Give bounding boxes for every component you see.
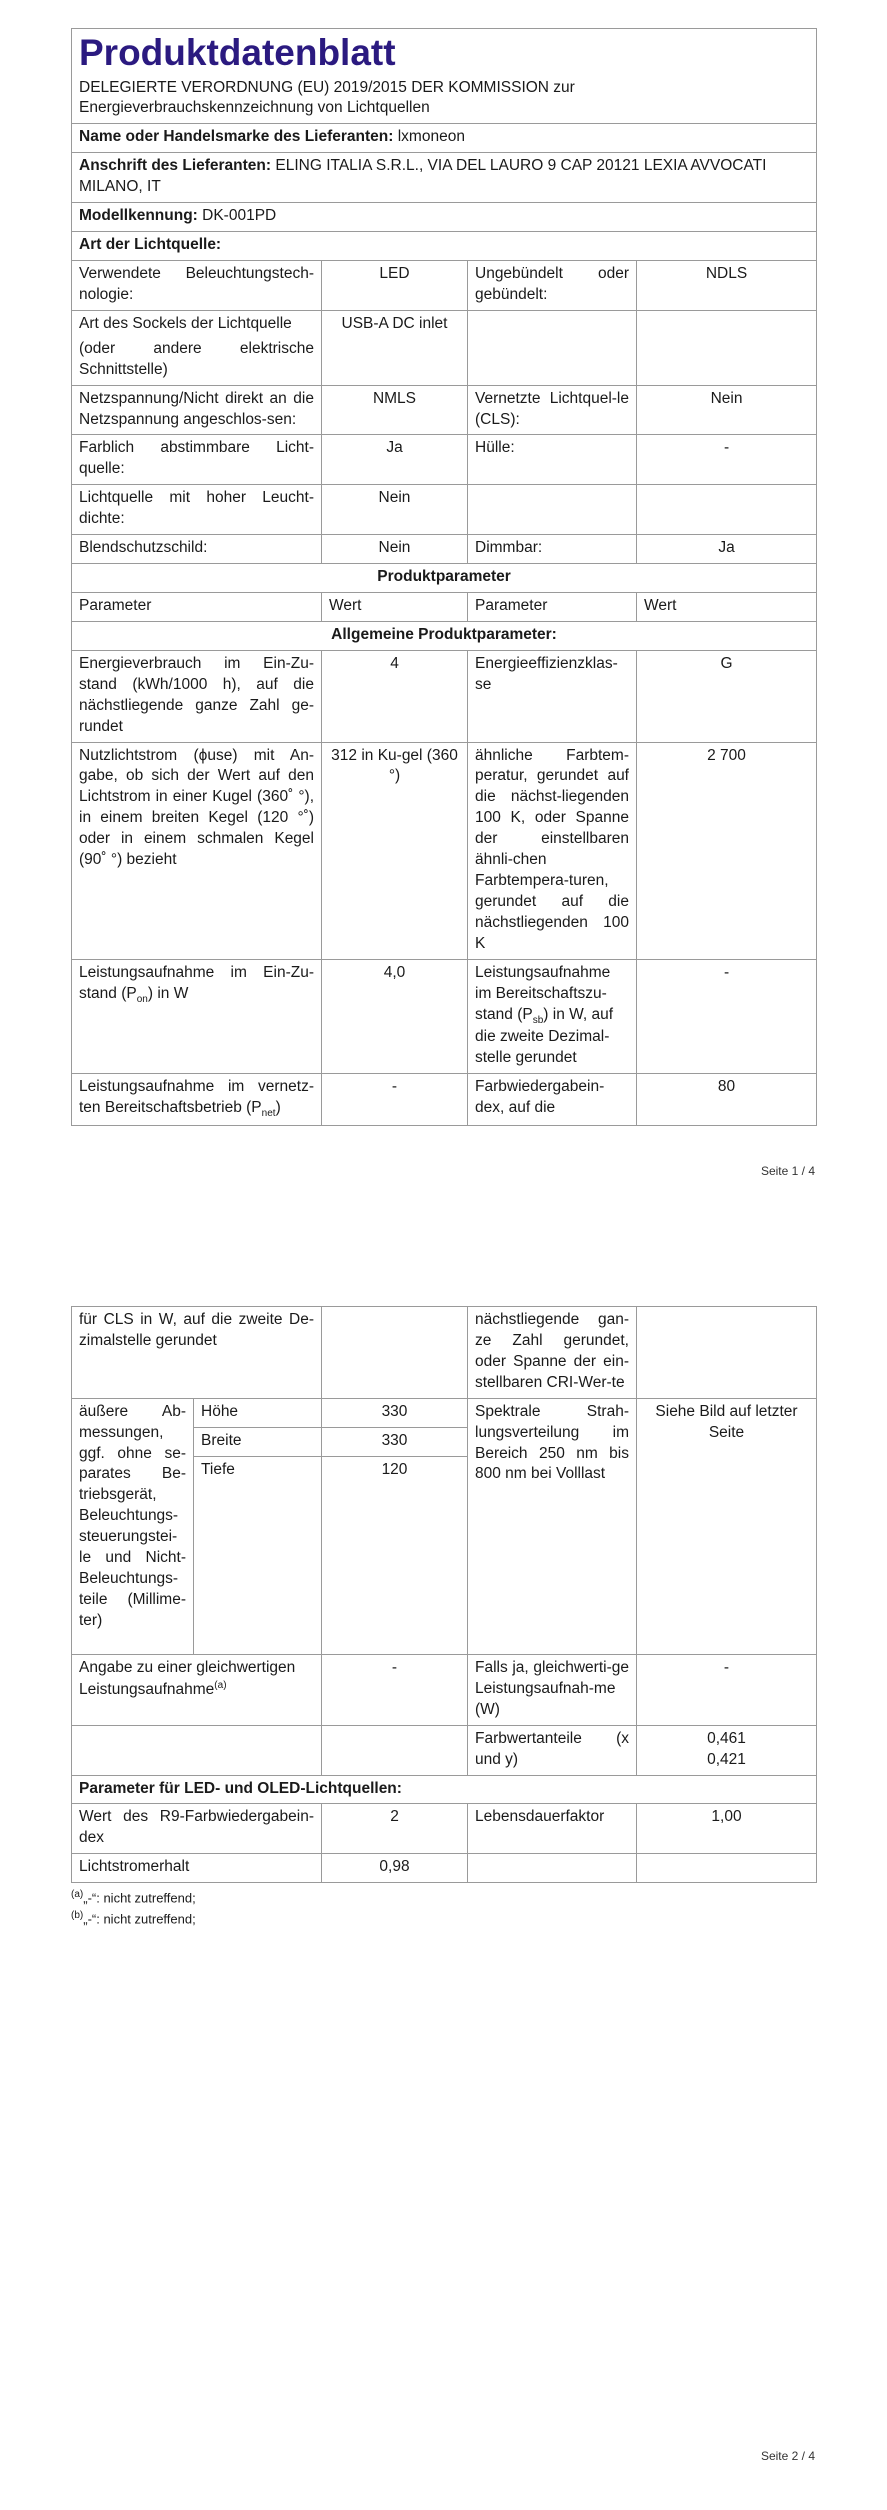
equiv-label (72, 1654, 322, 1725)
cct-label: ähnliche Farbtem-peratur, gerundet auf die nächst-liegenden 100 K, oder Spanne der einstellbaren ähnli-chen Farbtempera-turen, gerundet auf die nächstliegenden 100 K (468, 742, 637, 959)
maint-value: 0,98 (322, 1854, 468, 1883)
empty-cell (637, 1307, 817, 1399)
chroma-x: 0,461 (707, 1729, 746, 1747)
antiglare-value: Nein (322, 535, 468, 564)
bundled-value: NDLS (637, 261, 817, 311)
bundled-label: Ungebündelt oder gebündelt: (468, 261, 637, 311)
empty-cell (468, 1854, 637, 1883)
socket-label-line2: (oder andere elektrische Schnittstelle) (79, 339, 314, 378)
footnote-b-mark: (b) (71, 1910, 84, 1922)
envelope-label: Hülle: (468, 435, 637, 485)
equiv2-value: - (637, 1654, 817, 1725)
tunable-label: Farblich abstimmbare Licht-quelle: (72, 435, 322, 485)
energy-label: Energieverbrauch im Ein-Zu-stand (kWh/1000 h), auf die nächstliegende ganze Zahl ge-rundet (72, 650, 322, 742)
equiv-value: - (322, 1654, 468, 1725)
chroma-value (637, 1725, 817, 1775)
model-label: Modellkennung: (79, 207, 198, 225)
socket-label (72, 310, 322, 385)
pnet-label-text: Leistungsaufnahme im vernetz-ten Bereitschaftsbetrieb (P (79, 1078, 314, 1116)
pon-label-unit: ) in W (147, 984, 189, 1002)
psb-label (468, 959, 637, 1073)
cri-value: 80 (637, 1074, 817, 1126)
empty-cell (637, 1854, 817, 1883)
cct-value: 2 700 (637, 742, 817, 959)
eclass-value: G (637, 650, 817, 742)
pnet-label-subscript: net (261, 1108, 276, 1120)
light-type-heading: Art der Lichtquelle: (72, 232, 817, 261)
footnotes (71, 1887, 816, 1929)
r9-label: Wert des R9-Farbwiedergabein-dex (72, 1804, 322, 1854)
col-param-header: Parameter (72, 592, 322, 621)
dimmable-value: Ja (637, 535, 817, 564)
page-title: Produktdatenblatt (79, 32, 396, 73)
depth-value: 120 (322, 1456, 468, 1484)
antiglare-label: Blendschutzschild: (72, 535, 322, 564)
empty-cell (468, 310, 637, 385)
model-value: DK-001PD (202, 207, 277, 225)
tech-label: Verwendete Beleuchtungstech-nologie: (72, 261, 322, 311)
regulation-text: DELEGIERTE VERORDNUNG (EU) 2019/2015 DER KOMMISSION zur Energieverbrauchskennzeichnung von Lichtquellen (79, 78, 575, 117)
mains-label: Netzspannung/Nicht direkt an die Netzspannung angeschlos-sen: (72, 385, 322, 435)
dimmable-label: Dimmbar: (468, 535, 637, 564)
eclass-label: Energieeffizienzklas-se (468, 650, 637, 742)
maint-label: Lichtstromerhalt (72, 1854, 322, 1883)
empty-cell (322, 1725, 468, 1775)
pnet-value: - (322, 1074, 468, 1126)
psb-label-subscript: sb (532, 1014, 544, 1026)
width-label: Breite (194, 1427, 322, 1456)
highlum-value: Nein (322, 485, 468, 535)
pon-label-text: Leistungsaufnahme im Ein-Zu-stand (P (79, 963, 314, 1002)
chroma-label: Farbwertanteile (x und y) (468, 1725, 637, 1775)
supplier-row (72, 124, 817, 153)
footnote-b-text: „-“: nicht zutreffend; (83, 1911, 196, 1927)
life-label: Lebensdauerfaktor (468, 1804, 637, 1854)
life-value: 1,00 (637, 1804, 817, 1854)
footnote-a-text: „-“: nicht zutreffend; (83, 1890, 196, 1906)
equiv2-label: Falls ja, gleichwerti-ge Leistungsaufnah-me (W) (468, 1654, 637, 1725)
empty-cell (637, 485, 817, 535)
empty-cell (637, 310, 817, 385)
socket-value: USB-A DC inlet (322, 310, 468, 385)
socket-label-line1: Art des Sockels der Lichtquelle (79, 314, 292, 332)
pon-value: 4,0 (322, 959, 468, 1073)
datasheet-table-page-2 (71, 1306, 817, 1883)
empty-cell (72, 1725, 322, 1775)
empty-cell (322, 1307, 468, 1399)
width-value: 330 (322, 1427, 468, 1456)
pon-label-subscript: on (136, 993, 148, 1005)
address-label: Anschrift des Lieferanten: (79, 157, 272, 175)
cri-label: Farbwiedergabein-dex, auf die (468, 1074, 637, 1126)
pnet-label (72, 1074, 322, 1126)
page-number-2: Seite 2 / 4 (760, 2449, 815, 2463)
pnet-label-unit: ) (275, 1098, 281, 1116)
depth-label: Tiefe (194, 1456, 322, 1484)
cls-label: Vernetzte Lichtquel-le (CLS): (468, 385, 637, 435)
spd-value: Siehe Bild auf letzter Seite (637, 1398, 817, 1654)
header-cell (72, 29, 817, 124)
psb-value: - (637, 959, 817, 1073)
psb-label-text: Leistungsaufnahme im Bereitschaftszu-stand (P (475, 963, 611, 1023)
empty-cell (194, 1484, 322, 1654)
empty-cell (322, 1484, 468, 1654)
footnote-a-mark: (a) (71, 1889, 84, 1901)
general-params-heading: Allgemeine Produktparameter: (72, 621, 817, 650)
equiv-footnote-mark: (a) (214, 1679, 227, 1691)
led-params-heading: Parameter für LED- und OLED-Lichtquellen: (72, 1775, 817, 1804)
page-1 (71, 28, 816, 1126)
height-label: Höhe (194, 1398, 322, 1427)
cri-label-continued: nächstliegende gan-ze Zahl gerundet, oder Spanne der ein-stellbaren CRI-Wer-te (468, 1307, 637, 1399)
col-param-header: Parameter (468, 592, 637, 621)
footnote-b (71, 1908, 816, 1929)
spd-label: Spektrale Strah-lungsverteilung im Bereich 250 nm bis 800 nm bei Volllast (468, 1398, 637, 1654)
cls-value: Nein (637, 385, 817, 435)
energy-value: 4 (322, 650, 468, 742)
r9-value: 2 (322, 1804, 468, 1854)
pon-label (72, 959, 322, 1073)
pnet-label-continued: für CLS in W, auf die zweite De-zimalstelle gerundet (72, 1307, 322, 1399)
col-value-header: Wert (322, 592, 468, 621)
mains-value: NMLS (322, 385, 468, 435)
dims-label: äußere Ab-messungen, ggf. ohne se-parates Be-triebsgerät, Beleuchtungs-steuerungstei-le und Nicht-Beleuchtungs-teile (Millime-ter) (72, 1398, 194, 1654)
datasheet-table-page-1 (71, 28, 817, 1126)
chroma-y: 0,421 (707, 1750, 746, 1768)
address-row (72, 153, 817, 203)
height-value: 330 (322, 1398, 468, 1427)
envelope-value: - (637, 435, 817, 485)
product-params-heading: Produktparameter (72, 564, 817, 593)
col-value-header: Wert (637, 592, 817, 621)
address-value: ELING ITALIA S.R.L., VIA DEL LAURO 9 CAP 20121 LEXIA AVVOCATI MILANO, IT (79, 157, 767, 196)
footnote-a (71, 1887, 816, 1908)
supplier-value: lxmoneon (397, 128, 465, 146)
flux-label: Nutzlichtstrom (ϕuse) mit An-gabe, ob sich der Wert auf den Lichtstrom in einer Kugel (360˚ °), in einem breiten Kegel (120 °˚) oder in einem schmalen Kegel (90˚ °) bezieht (72, 742, 322, 959)
equiv-label-text: Angabe zu einer gleichwertigen Leistungsaufnahme (79, 1658, 296, 1699)
tech-value: LED (322, 261, 468, 311)
model-row (72, 203, 817, 232)
psb-label-unit: ) in W, auf die zweite Dezimal-stelle gerundet (475, 1005, 614, 1067)
highlum-label: Lichtquelle mit hoher Leucht-dichte: (72, 485, 322, 535)
supplier-label: Name oder Handelsmarke des Lieferanten: (79, 128, 394, 146)
flux-value: 312 in Ku-gel (360 °) (322, 742, 468, 959)
page-number-1: Seite 1 / 4 (760, 1164, 815, 1178)
tunable-value: Ja (322, 435, 468, 485)
empty-cell (468, 485, 637, 535)
page-2 (71, 1306, 816, 1929)
